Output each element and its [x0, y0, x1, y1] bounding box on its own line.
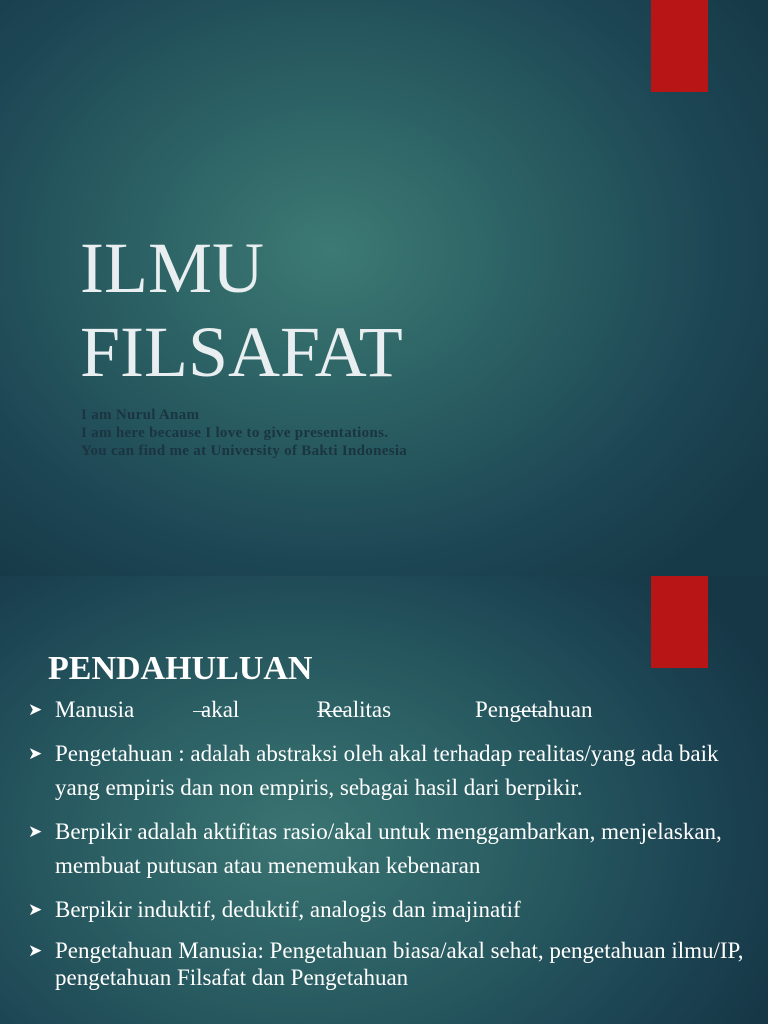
- arrowhead-bullet-icon: ➤: [28, 744, 43, 763]
- list-item: [28, 937, 748, 991]
- bullet-text: Berpikir adalah aktifitas rasio/akal untuk menggambarkan, menjelaskan, membuat putusan atau menemukan kebenaran: [55, 819, 722, 878]
- arrowhead-bullet-icon: ➤: [28, 900, 43, 919]
- bullet-list: [28, 693, 748, 1001]
- presenter-info: [81, 406, 407, 460]
- flow-term: Realitas: [317, 697, 392, 722]
- accent-bar: [651, 0, 708, 92]
- bullet-text: Pengetahuan Manusia: Pengetahuan biasa/akal sehat, pengetahuan ilmu/IP, pengetahuan Filsafat dan Pengetahuan: [55, 938, 744, 990]
- flow-term: akal: [201, 697, 240, 722]
- list-item: [28, 815, 748, 883]
- flow-row: [55, 693, 748, 727]
- title-line: FILSAFAT: [80, 312, 403, 392]
- arrowhead-bullet-icon: ➤: [28, 941, 43, 960]
- subtitle-line: I am here because I love to give presentations.: [81, 425, 389, 441]
- list-item: [28, 693, 748, 727]
- subtitle-line: I am Nurul Anam: [81, 407, 200, 423]
- list-item: [28, 737, 748, 805]
- slide-title: [80, 226, 403, 394]
- accent-bar: [651, 576, 708, 668]
- subtitle-line: You can find me at University of Bakti Indonesia: [81, 443, 408, 459]
- arrowhead-bullet-icon: ➤: [28, 700, 43, 719]
- list-item: [28, 893, 748, 927]
- content-slide: [0, 576, 768, 1024]
- bullet-text: Pengetahuan : adalah abstraksi oleh akal terhadap realitas/yang ada baik yang empiris dan non empiris, sebagai hasil dari berpikir.: [55, 741, 719, 800]
- flow-term: Manusia: [55, 697, 135, 722]
- slide-heading: PENDAHULUAN: [48, 650, 313, 687]
- flow-term: Pengetahuan: [475, 697, 593, 722]
- bullet-text: Berpikir induktif, deduktif, analogis dan imajinatif: [55, 897, 521, 922]
- title-line: ILMU: [80, 228, 264, 308]
- arrowhead-bullet-icon: ➤: [28, 822, 43, 841]
